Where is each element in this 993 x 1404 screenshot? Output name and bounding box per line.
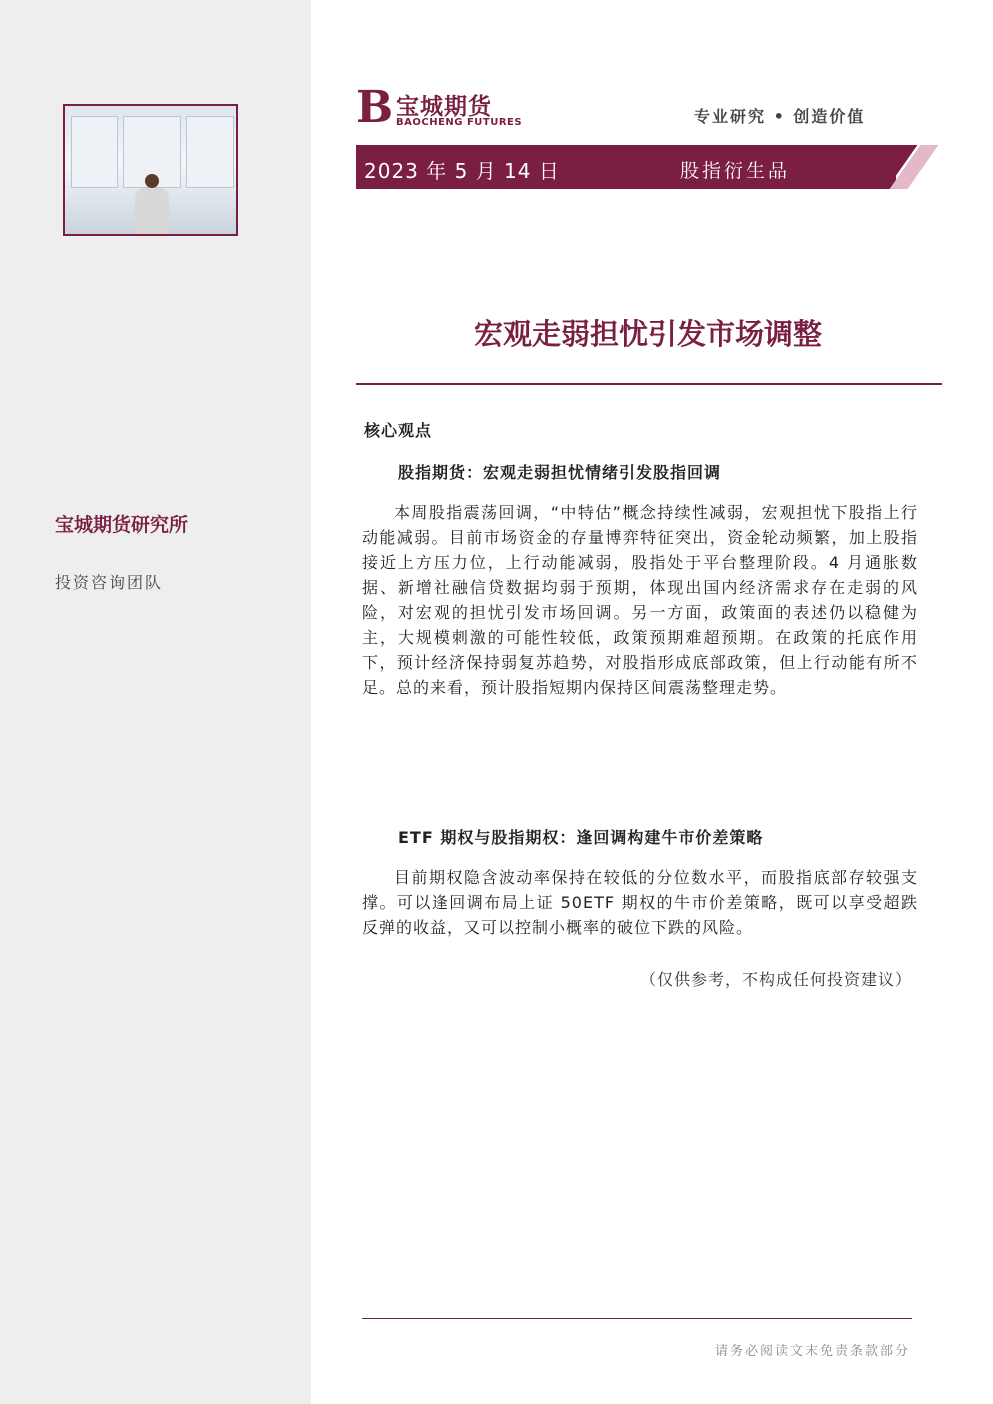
logo-cn-text: 宝城期货 [396,94,492,120]
section-body-futures: 本周股指震荡回调，“中特估”概念持续性减弱，宏观担忧下股指上行动能减弱。目前市场资金的存量博弈特征突出，资金轮动频繁，加上股指接近上方压力位，上行动能减弱，股指处于平台整理阶段。4 月通胀数据、新增社融信贷数据均弱于预期，体现出国内经济需求存在走弱的风险，对宏观的担忧引发市场回调。另一方面，政策面的表述仍以稳健为主，大规模刺激的可能性较低，政策预期难超预期。在政策的托底作用下，预计经济保持弱复苏趋势，对股指形成底部政策，但上行动能有所不足。总的来看，预计股指短期内保持区间震荡整理走势。 [362,503,918,697]
screen-panel [71,116,118,188]
logo-mark-icon: B [356,82,394,133]
disclaimer: （仅供参考，不构成任何投资建议） [639,970,912,989]
person-figure [135,188,169,236]
footer-note: 请务必阅读文末免责条款部分 [714,1344,910,1359]
left-sidebar [0,0,311,1404]
title-divider [356,383,942,385]
company-logo [356,82,526,134]
report-date: 2023 年 5 月 14 日 [364,159,560,183]
sidebar-org-name: 宝城期货研究所 [55,514,189,536]
slogan: 专业研究 • 创造价值 [694,107,866,126]
logo-en-text: BAOCHENG FUTURES [396,117,523,128]
report-category: 股指衍生品 [680,160,791,182]
screen-panel [186,116,234,188]
section-heading-options: ETF 期权与股指期权：逢回调构建牛市价差策略 [398,828,764,847]
cover-image [63,104,238,236]
person-head [145,174,159,188]
section-body-options: 目前期权隐含波动率保持在较低的分位数水平，而股指底部存较强支撑。可以逢回调布局上证 50ETF 期权的牛市价差策略，既可以享受超跌反弹的收益，又可以控制小概率的破位下跌的风险。 [362,868,918,937]
sidebar-team: 投资咨询团队 [55,573,164,592]
section-label: 核心观点 [364,421,433,440]
report-title: 宏观走弱担忧引发市场调整 [473,317,822,351]
section-heading-futures: 股指期货：宏观走弱担忧情绪引发股指回调 [398,463,722,482]
footer-divider [362,1318,912,1319]
